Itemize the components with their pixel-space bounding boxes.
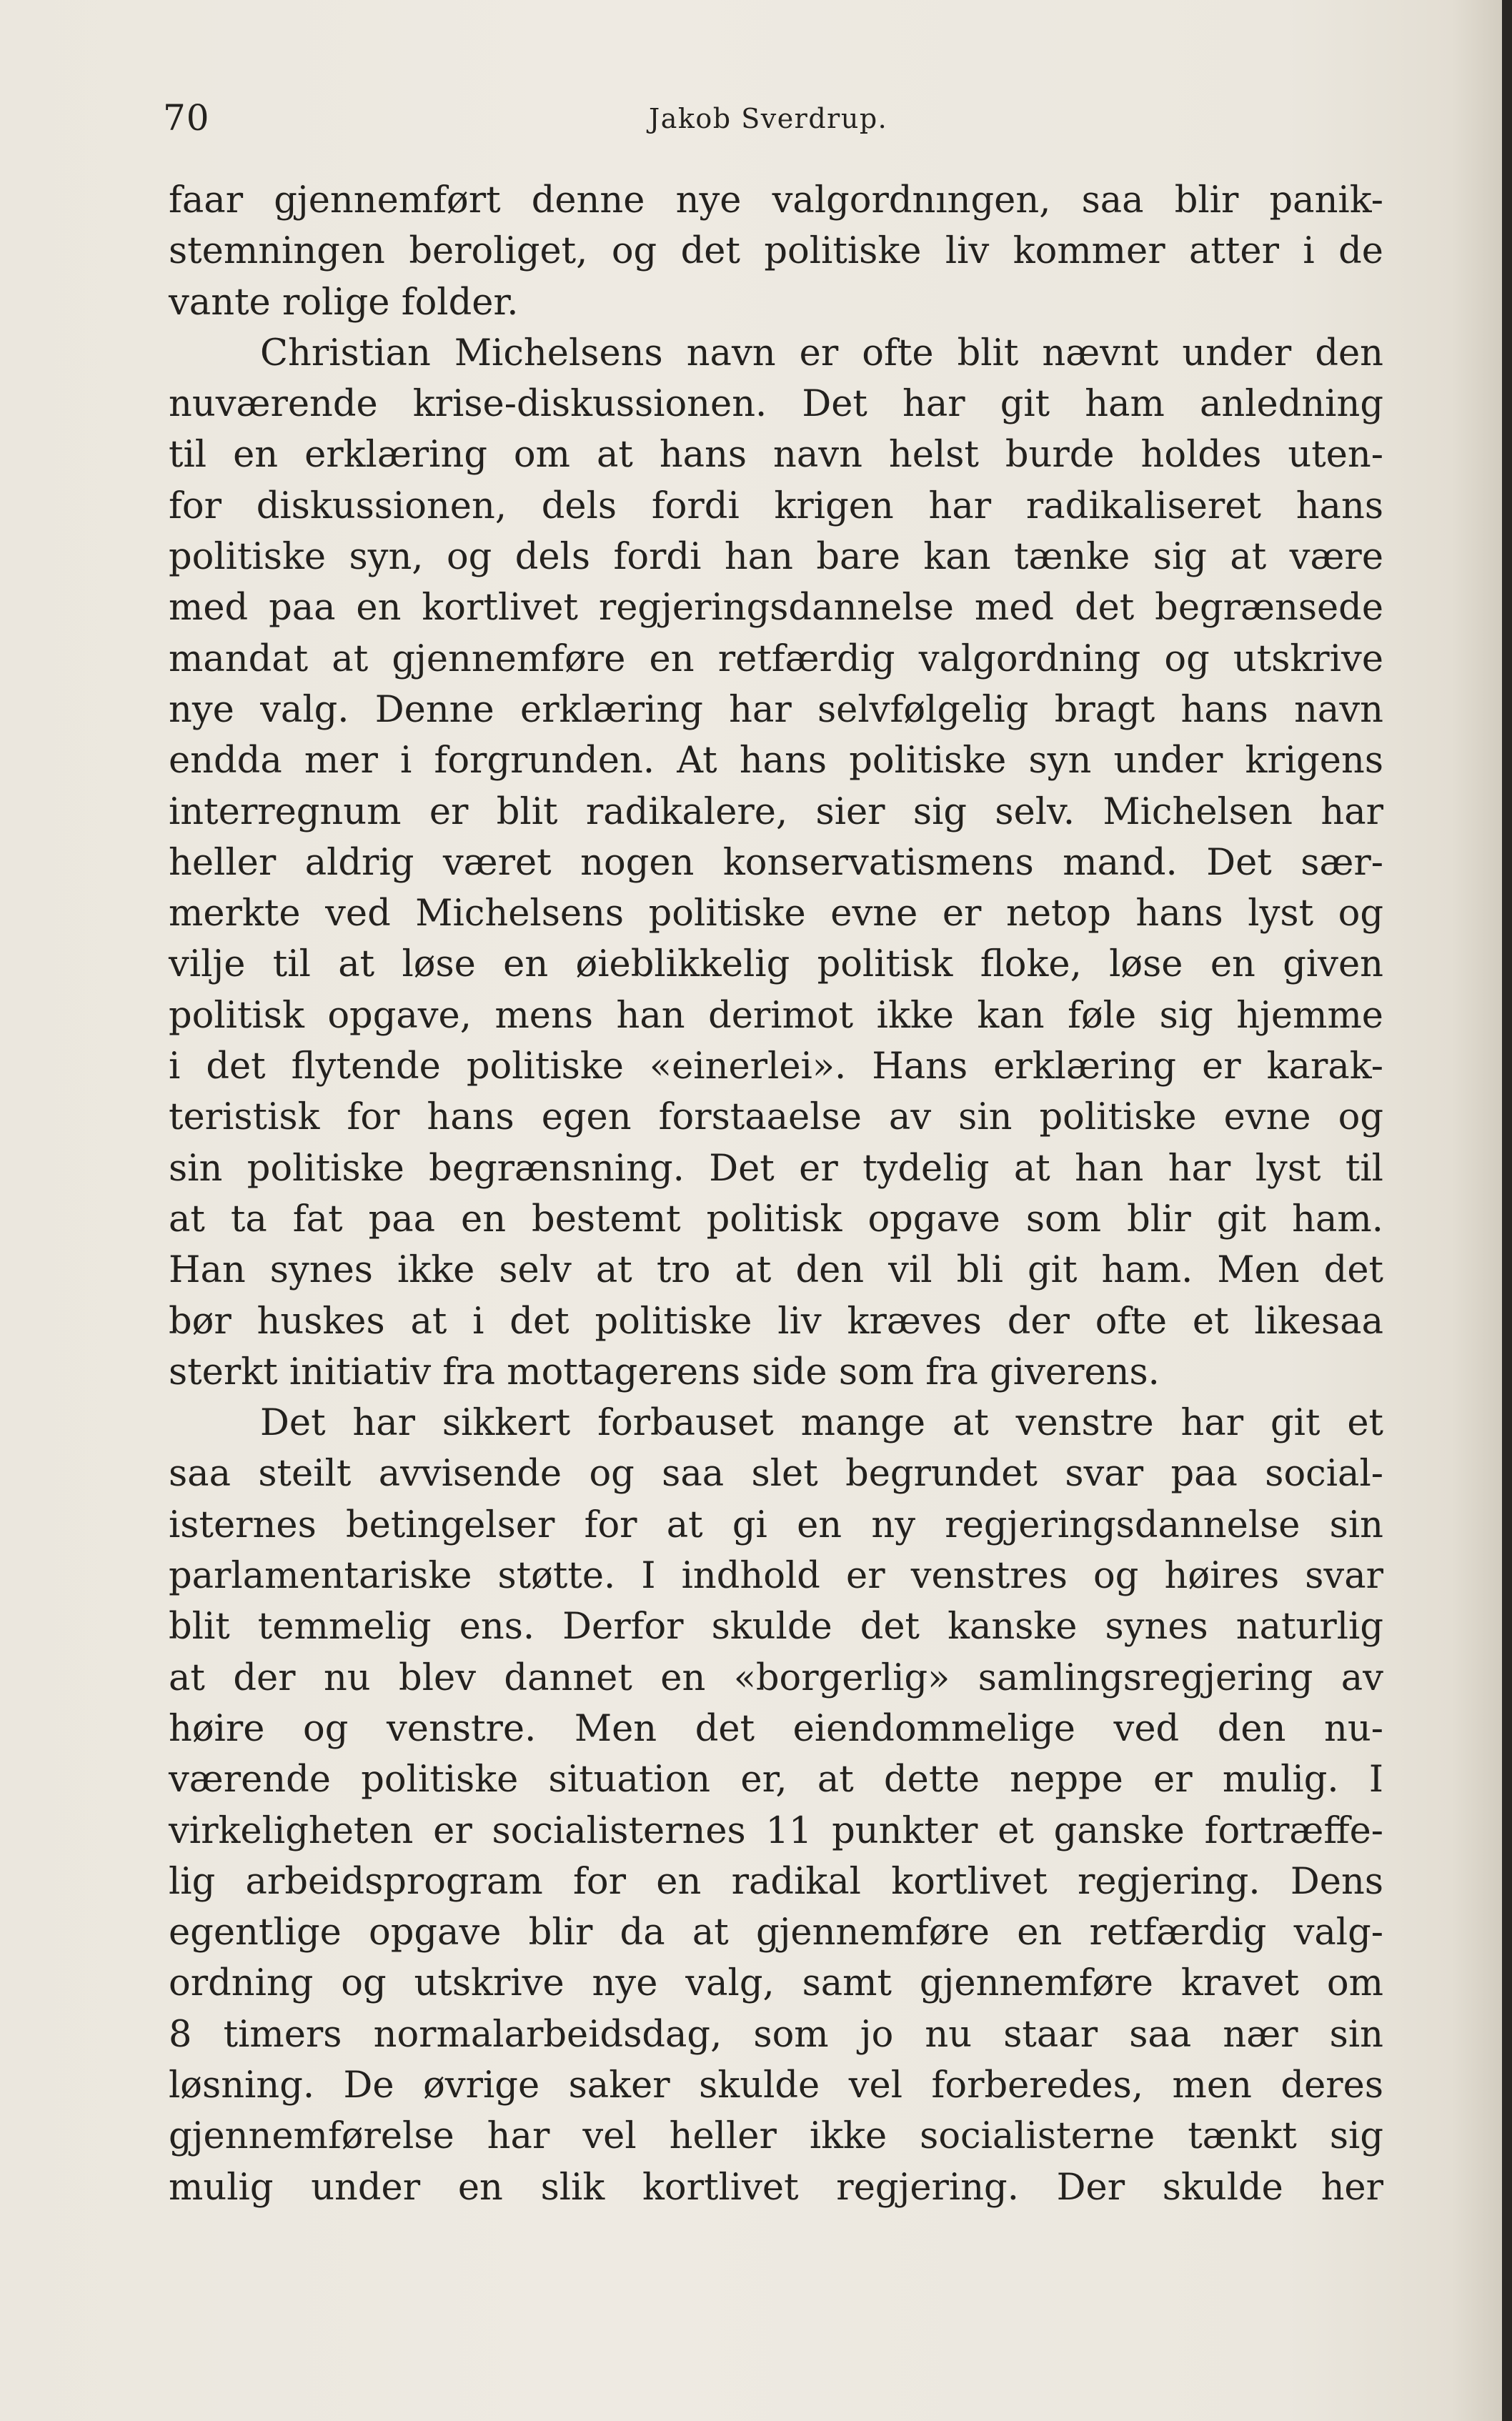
text-line: blit temmelig ens. Derfor skulde det kanske synes naturlig [169,1606,1383,1649]
text-line: at der nu blev dannet en «borgerlig» samlingsregjering av [169,1656,1383,1699]
text-line: teristisk for hans egen forstaaelse av sin politiske evne og [169,1096,1383,1139]
text-line: Christian Michelsens navn er ofte blit nævnt under den [260,332,1383,374]
text-line: bør huskes at i det politiske liv kræves der ofte et likesaa [169,1300,1383,1343]
text-line: løsning. De øvrige saker skulde vel forberedes, men deres [169,2064,1383,2107]
text-line: 8 timers normalarbeidsdag, som jo nu staar saa nær sin [169,2013,1383,2056]
text-line: gjennemførelse har vel heller ikke socialisterne tænkt sig [169,2115,1383,2158]
text-line: mulig under en slik kortlivet regjering. Der skulde her [169,2166,1383,2209]
text-line: heller aldrig været nogen konservatismens mand. Det sær- [169,841,1383,884]
text-line: nuværende krise-diskussionen. Det har git ham anledning [169,383,1383,426]
text-line: sin politiske begrænsning. Det er tydelig at han har lyst til [169,1147,1383,1190]
text-line: mandat at gjennemføre en retfærdig valgordning og utskrive [169,637,1383,680]
text-line: endda mer i forgrunden. At hans politiske syn under krigens [169,740,1383,782]
text-line: isternes betingelser for at gi en ny regjeringsdannelse sin [169,1503,1383,1546]
text-line: med paa en kortlivet regjeringsdannelse med det begrænsede [169,587,1383,630]
text-line: at ta fat paa en bestemt politisk opgave som blir git ham. [169,1198,1383,1241]
text-line: lig arbeidsprogram for en radikal kortlivet regjering. Dens [169,1860,1383,1903]
text-line: ordning og utskrive nye valg, samt gjennemføre kravet om [169,1962,1383,2005]
text-line: vilje til at løse en øieblikkelig politisk floke, løse en given [169,943,1383,986]
text-line: i det flytende politiske «einerlei». Hans erklæring er karak- [169,1045,1383,1088]
text-line: saa steilt avvisende og saa slet begrundet svar paa social- [169,1453,1383,1496]
page-header [163,93,1392,143]
page-edge [1502,0,1512,2421]
text-line: egentlige opgave blir da at gjennemføre en retfærdig valg- [169,1912,1383,1954]
text-line: politisk opgave, mens han derimot ikke kan føle sig hjemme [169,994,1383,1037]
body-text [169,175,1383,2213]
text-line: faar gjennemført denne nye valgordnıngen, saa blir panik- [169,179,1383,222]
text-line: stemningen beroliget, og det politiske liv kommer atter i de [169,230,1383,273]
text-line: parlamentariske støtte. I indhold er venstres og høires svar [169,1555,1383,1598]
text-line: interregnum er blit radikalere, sier sig selv. Michelsen har [169,790,1383,833]
text-line: sterkt initiativ fra mottagerens side som fra giverens. [169,1351,1160,1393]
text-line: Han synes ikke selv at tro at den vil bli git ham. Men det [169,1249,1383,1292]
text-line: til en erklæring om at hans navn helst burde holdes uten- [169,434,1383,477]
text-line: virkeligheten er socialisternes 11 punkter et ganske fortræffe- [169,1809,1383,1852]
text-line: for diskussionen, dels fordi krigen har radikaliseret hans [169,484,1383,527]
text-line: politiske syn, og dels fordi han bare kan tænke sig at være [169,536,1383,579]
text-line: Det har sikkert forbauset mange at venstre har git et [260,1402,1383,1445]
text-line: høire og venstre. Men det eiendommelige ved den nu- [169,1707,1383,1750]
text-line: merkte ved Michelsens politiske evne er netop hans lyst og [169,893,1383,935]
text-line: vante rolige folder. [169,281,519,324]
text-line: værende politiske situation er, at dette neppe er mulig. I [169,1759,1383,1801]
page-number: 70 [163,97,210,139]
text-line: nye valg. Denne erklæring har selvfølgelig bragt hans navn [169,688,1383,731]
running-head: Jakob Sverdrup. [649,103,888,134]
